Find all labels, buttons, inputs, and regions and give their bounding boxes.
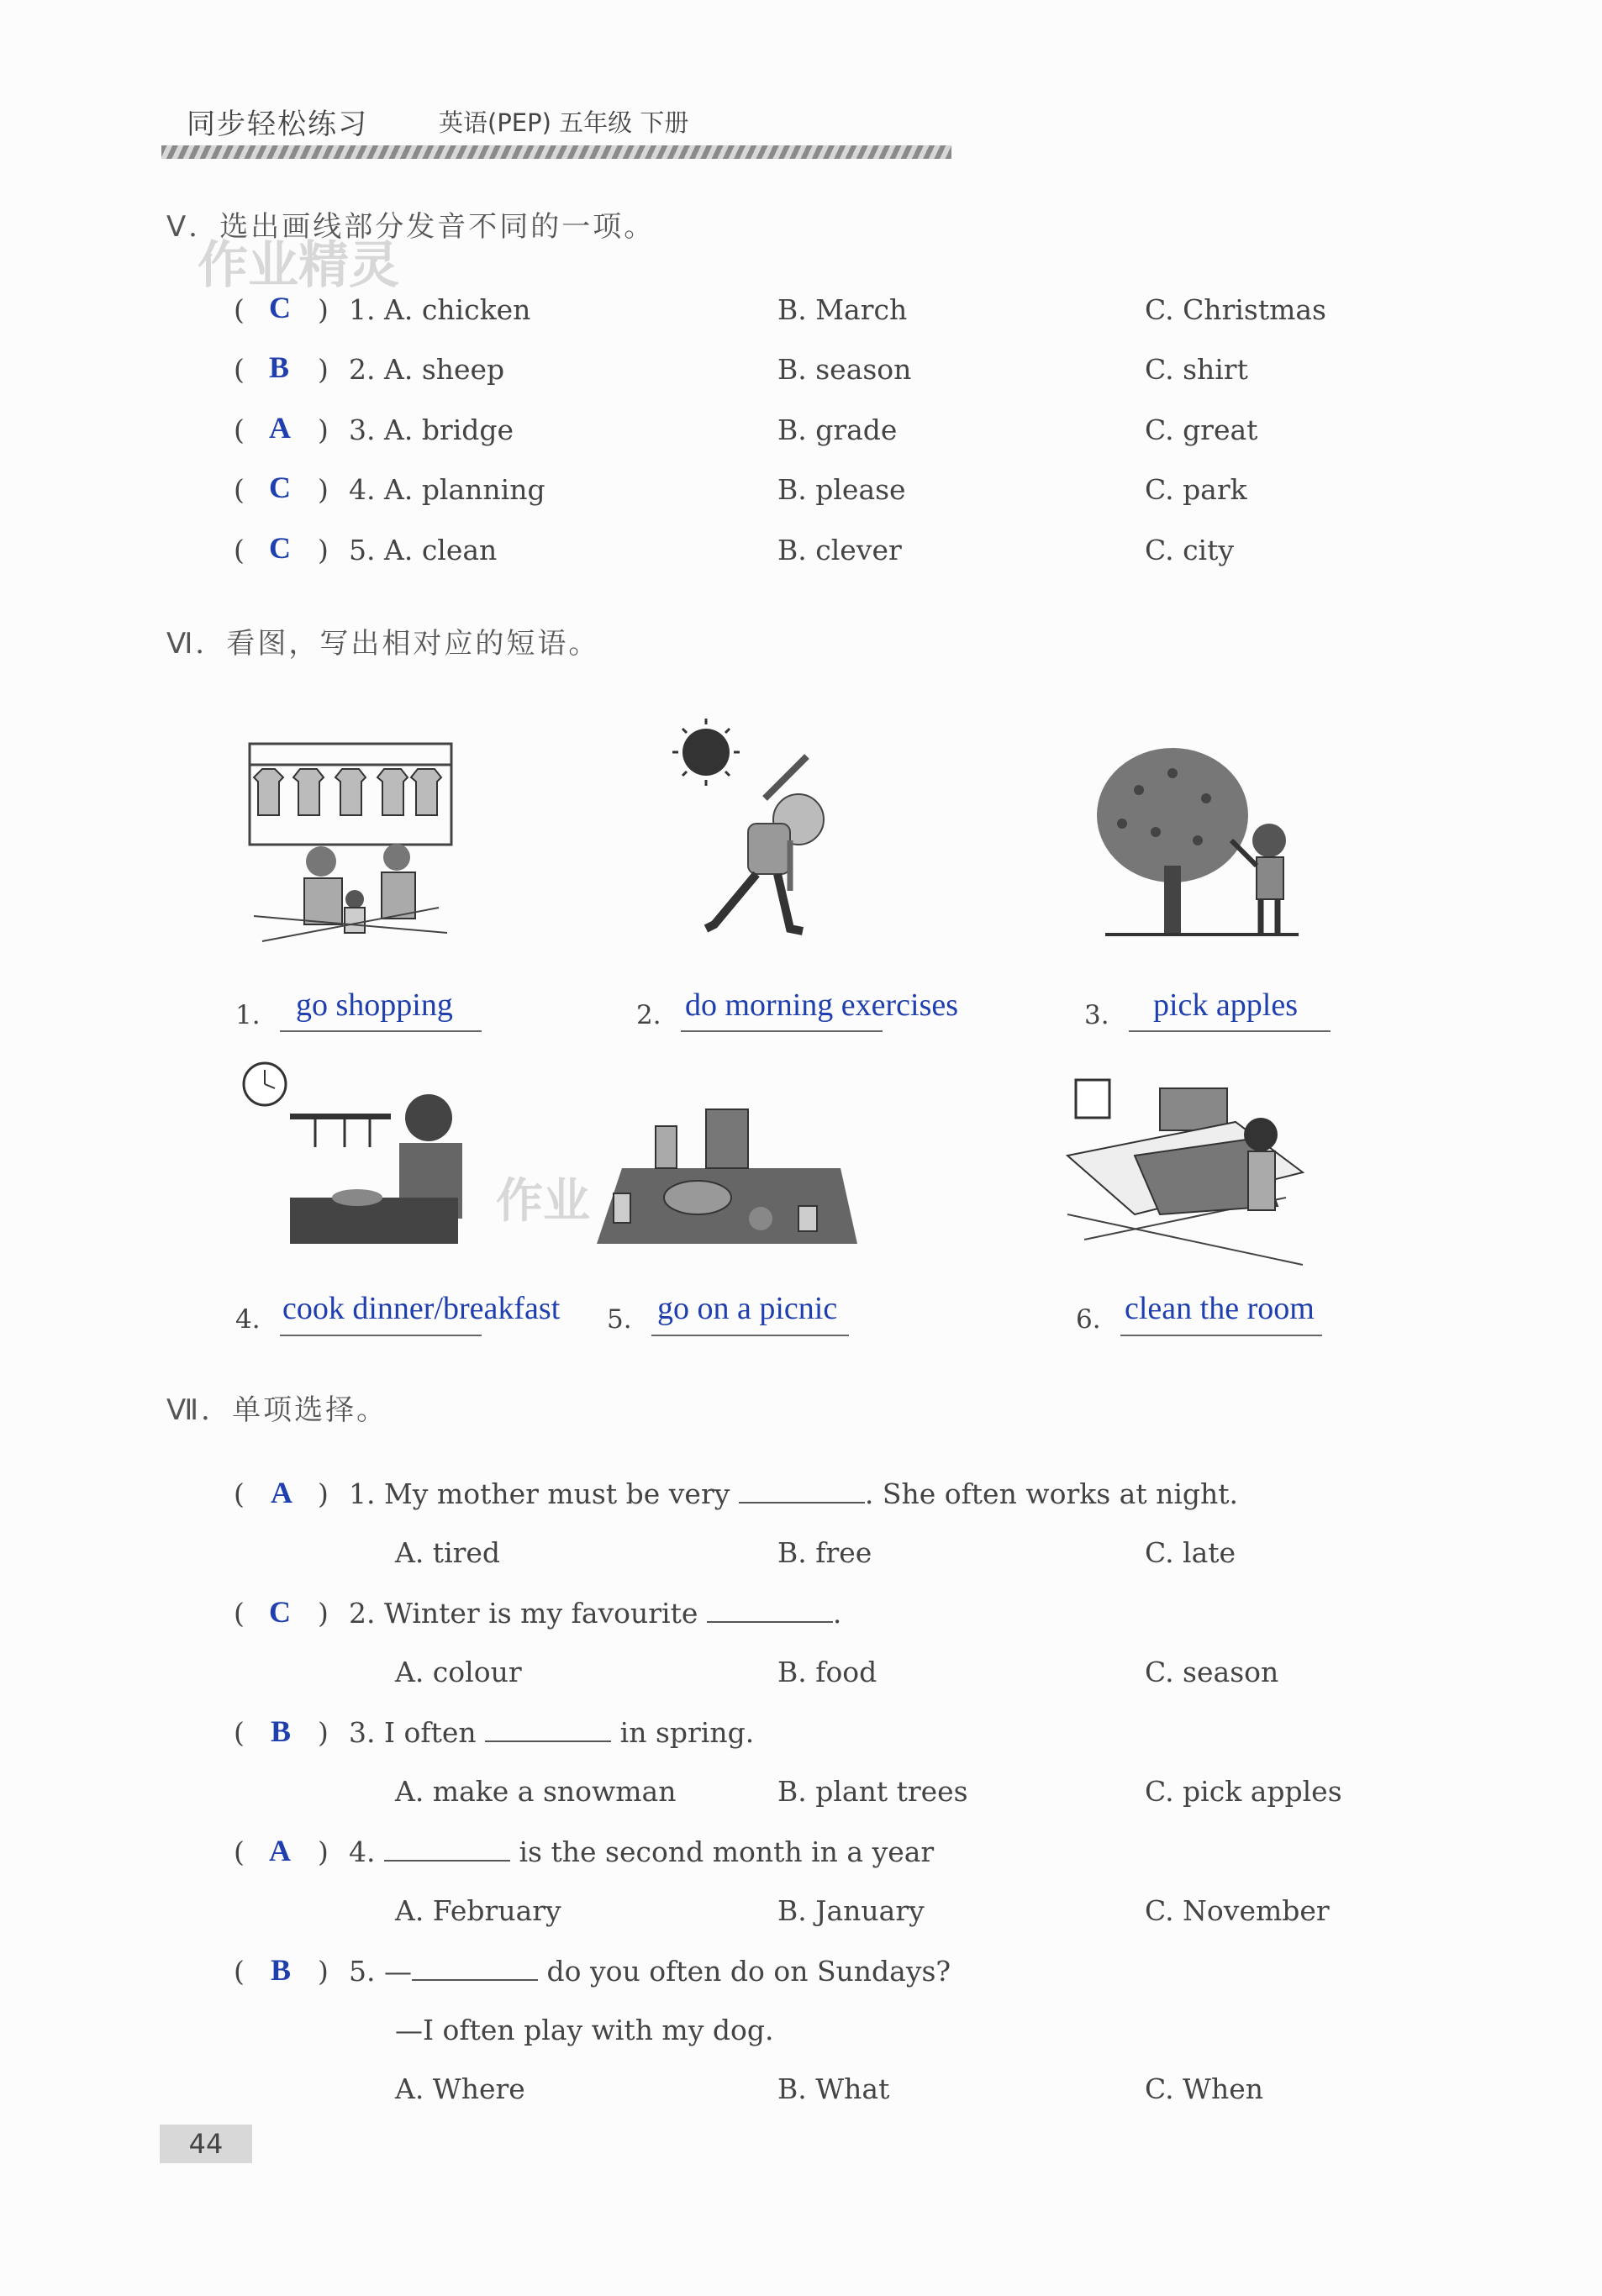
paren-close: ) — [318, 1955, 329, 1988]
answer-vii3: B — [271, 1714, 292, 1748]
paren-close: ) — [318, 353, 329, 386]
page-number: 44 — [160, 2125, 252, 2163]
shopping-picture — [245, 740, 456, 950]
picnic-picture — [588, 1101, 866, 1256]
paren-close: ) — [318, 293, 329, 326]
question-vii3: 3. I often in spring. — [349, 1716, 755, 1749]
question-vii1: 1. My mother must be very . She often works at night. — [349, 1477, 1239, 1510]
option-c-v3: C. great — [1145, 413, 1258, 446]
apple-tree-picture — [1088, 740, 1307, 950]
option-a: chicken — [421, 293, 531, 326]
answer-line — [1129, 1030, 1331, 1032]
option-c-v5: C. city — [1145, 534, 1235, 566]
paren-open: ( — [234, 413, 245, 446]
option-a-vii1: A. tired — [395, 1536, 501, 1569]
phrase-num-6: 6. — [1076, 1304, 1101, 1335]
option-b-vii1: B. free — [777, 1536, 872, 1569]
option-b-v4: B. please — [777, 473, 906, 506]
answer-vii5: B — [271, 1953, 292, 1987]
paren-open: ( — [234, 293, 245, 326]
section-6-title: Ⅵ．看图，写出相对应的短语。 — [166, 627, 600, 661]
section-5-title: V．选出画线部分发音不同的一项。 — [166, 210, 656, 244]
answer-vii4: A — [269, 1834, 291, 1867]
answer-line — [280, 1335, 482, 1336]
answer-v3: A — [269, 411, 291, 445]
option-c-v2: C. shirt — [1145, 353, 1248, 386]
option-b-vii3: B. plant trees — [777, 1775, 968, 1808]
phrase-num-1: 1. — [235, 1000, 261, 1030]
answer-v5: C — [269, 531, 291, 565]
qnum-v4: 4. A. planning — [349, 473, 545, 506]
answer-v1: C — [269, 291, 291, 324]
answer-line — [280, 1030, 482, 1032]
option-c-vii1: C. late — [1145, 1536, 1236, 1569]
option-a-vii4: A. February — [395, 1894, 561, 1927]
option-b-v3: B. grade — [777, 413, 898, 446]
question-vii4: 4. is the second month in a year — [349, 1835, 935, 1868]
paren-open: ( — [234, 534, 245, 566]
paren-close: ) — [318, 1716, 329, 1749]
answer-vii1: A — [271, 1476, 292, 1509]
qnum-v3: 3. A. bridge — [349, 413, 514, 446]
paren-open: ( — [234, 1477, 245, 1510]
blank — [707, 1621, 833, 1623]
answer-vii2: C — [269, 1595, 291, 1629]
watermark: 作业精灵 — [198, 236, 399, 295]
paren-open: ( — [234, 1955, 245, 1988]
header-stripe — [161, 145, 951, 159]
header-title: 同步轻松练习 — [187, 108, 368, 141]
phrase-num-2: 2. — [636, 1000, 661, 1030]
answer-line — [651, 1335, 849, 1336]
reply-vii5: —I often play with my dog. — [395, 2014, 774, 2046]
qnum-v5: 5. A. clean — [349, 534, 498, 566]
phrase-num-3: 3. — [1084, 1000, 1109, 1030]
phrase-answer-5: go on a picnic — [657, 1291, 838, 1326]
paren-open: ( — [234, 1716, 245, 1749]
watermark: 作业 — [496, 1174, 590, 1229]
qnum-v2: 2. A. sheep — [349, 353, 505, 386]
option-c-v1: C. Christmas — [1145, 293, 1326, 326]
paren-close: ) — [318, 1835, 329, 1868]
phrase-num-4: 4. — [235, 1304, 261, 1335]
header-subtitle: 英语(PEP) 五年级 下册 — [439, 108, 689, 137]
phrase-answer-4: cook dinner/breakfast — [282, 1291, 561, 1326]
answer-line — [1120, 1335, 1322, 1336]
blank — [485, 1740, 611, 1742]
question-vii2: 2. Winter is my favourite . — [349, 1597, 842, 1630]
option-c-vii5: C. When — [1145, 2072, 1264, 2105]
section-7-title: Ⅶ．单项选择。 — [166, 1393, 388, 1427]
answer-v4: C — [269, 471, 291, 504]
answer-v2: B — [269, 350, 290, 384]
blank — [384, 1860, 510, 1862]
phrase-answer-6: clean the room — [1125, 1291, 1315, 1326]
paren-close: ) — [318, 1477, 329, 1510]
phrase-answer-2: do morning exercises — [685, 987, 959, 1023]
paren-open: ( — [234, 353, 245, 386]
answer-line — [681, 1030, 883, 1032]
option-a-vii3: A. make a snowman — [395, 1775, 677, 1808]
option-c-v4: C. park — [1145, 473, 1247, 506]
option-b-vii2: B. food — [777, 1656, 877, 1688]
option-b-vii4: B. January — [777, 1894, 925, 1927]
option-b-v1: B. March — [777, 293, 908, 326]
qnum-v1: 1. A. chicken — [349, 293, 531, 326]
cooking-picture — [240, 1055, 475, 1256]
paren-close: ) — [318, 1597, 329, 1630]
paren-close: ) — [318, 534, 329, 566]
paren-close: ) — [318, 473, 329, 506]
option-b-v5: B. clever — [777, 534, 902, 566]
paren-close: ) — [318, 413, 329, 446]
option-c-vii3: C. pick apples — [1145, 1775, 1342, 1808]
blank — [739, 1502, 865, 1503]
option-a-vii5: A. Where — [395, 2072, 525, 2105]
option-b-v2: B. season — [777, 353, 912, 386]
phrase-num-5: 5. — [607, 1304, 632, 1335]
option-b-vii5: B. What — [777, 2072, 890, 2105]
phrase-answer-1: go shopping — [296, 987, 453, 1023]
option-c-vii4: C. November — [1145, 1894, 1330, 1927]
paren-open: ( — [234, 1597, 245, 1630]
paren-open: ( — [234, 1835, 245, 1868]
option-c-vii2: C. season — [1145, 1656, 1279, 1688]
phrase-answer-3: pick apples — [1153, 987, 1299, 1023]
exercise-picture — [664, 714, 866, 958]
blank — [412, 1979, 538, 1981]
option-a-vii2: A. colour — [395, 1656, 522, 1688]
question-vii5: 5. — do you often do on Sundays? — [349, 1955, 951, 1988]
clean-room-picture — [1059, 1072, 1311, 1273]
paren-open: ( — [234, 473, 245, 506]
